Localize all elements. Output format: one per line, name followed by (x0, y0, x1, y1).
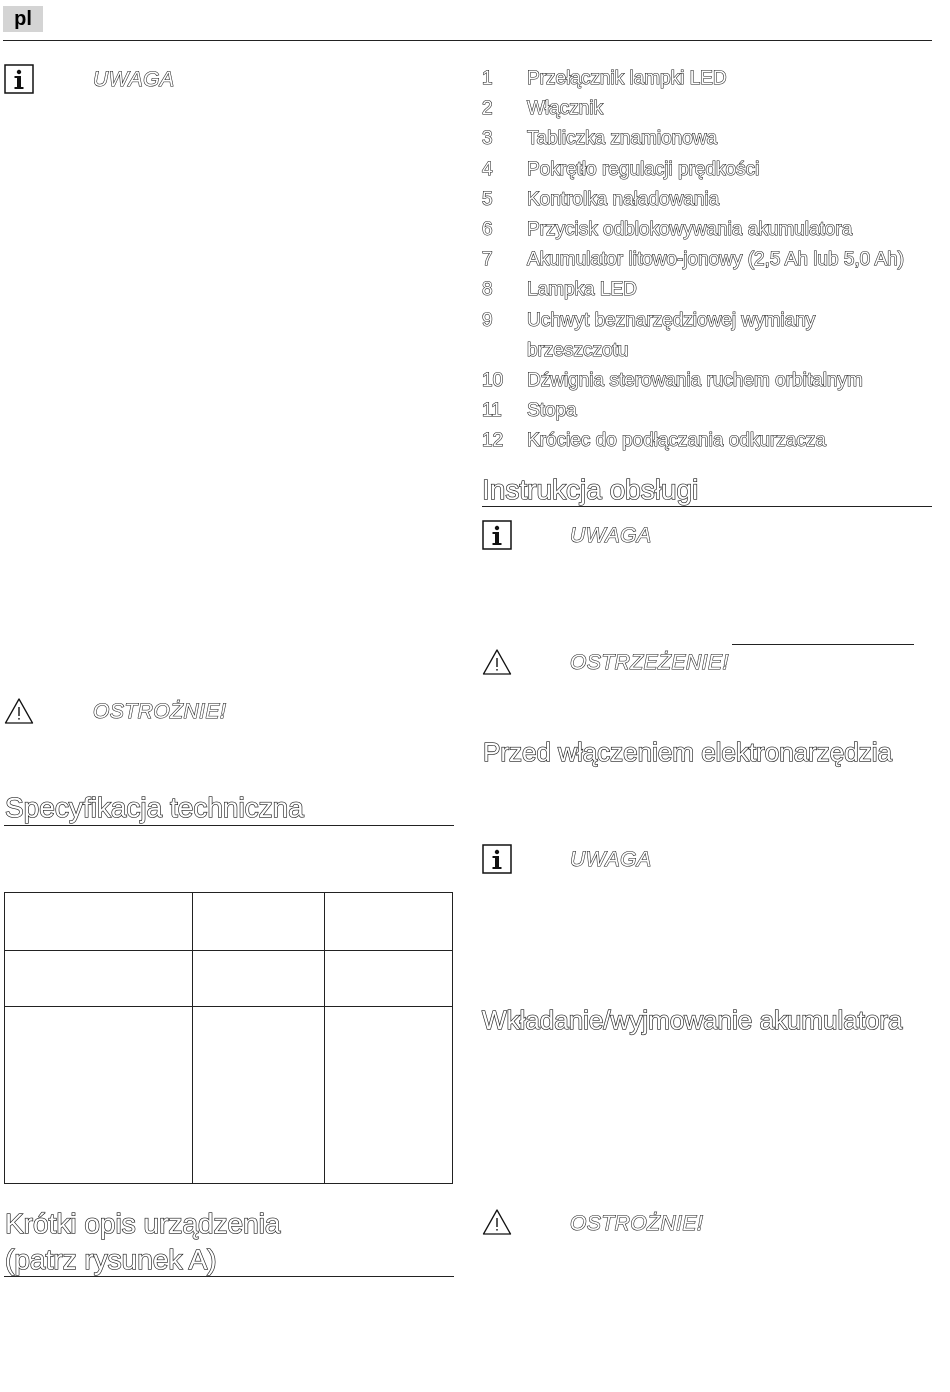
table-cell (193, 1007, 325, 1184)
heading-short-desc-line2: (patrz rysunek A) (5, 1244, 217, 1275)
list-item: 4 Pokrętło regulacji prędkości (482, 158, 760, 180)
info-icon (482, 520, 512, 550)
table-cell (193, 951, 325, 1007)
language-tag: pl (3, 6, 43, 32)
heading-spec-rule (4, 825, 454, 826)
list-item: 9 Uchwyt beznarzędziowej wymiany brzeszczotu (482, 309, 816, 361)
list-item: 2 Włącznik (482, 98, 604, 120)
table-cell (5, 1007, 193, 1184)
heading-instructions-rule (482, 506, 932, 507)
note-label-ostroznie: OSTROŻNIE! (93, 700, 227, 723)
heading-before-start: Przed włączeniem elektronarzędzia (483, 737, 892, 767)
note-label-ostroznie: OSTROŻNIE! (570, 1212, 704, 1235)
heading-spec: Specyfikacja techniczna (5, 792, 304, 823)
table-cell (325, 893, 453, 951)
info-icon (482, 844, 512, 874)
heading-short-desc-rule (4, 1276, 454, 1277)
list-item: 3 Tabliczka znamionowa (482, 128, 718, 150)
list-item: 5 Kontrolka naładowania (482, 188, 720, 210)
warning-triangle-icon (4, 697, 34, 725)
heading-short-desc-line1: Krótki opis urządzenia (5, 1208, 281, 1239)
note-label-uwaga: UWAGA (570, 848, 652, 871)
table-cell (5, 893, 193, 951)
heading-instructions: Instrukcja obsługi (482, 474, 699, 505)
list-item: 1 Przełącznik lampki LED (482, 68, 727, 89)
table-cell (5, 951, 193, 1007)
heading-battery: Wkładanie/wyjmowanie akumulatora (482, 1005, 903, 1035)
note-label-ostrzezenie: OSTRZEŻENIE! (570, 651, 729, 674)
note-label-uwaga: UWAGA (570, 524, 652, 547)
list-item: 12 Króciec do podłączania odkurzacza (482, 430, 826, 452)
table-cell (193, 893, 325, 951)
note-label-uwaga: UWAGA (93, 68, 175, 91)
divider (732, 644, 914, 645)
parts-list (482, 64, 937, 457)
list-item: 10 Dźwignia sterowania ruchem orbitalnym (482, 370, 863, 392)
list-item: 8 Lampka LED (482, 279, 637, 301)
header-rule (3, 40, 932, 41)
table-cell (325, 951, 453, 1007)
spec-table (4, 892, 453, 1184)
list-item: 11 Stopa (482, 400, 577, 422)
list-item: 6 Przycisk odblokowywania akumulatora (482, 219, 853, 241)
warning-triangle-icon (482, 1208, 512, 1236)
info-icon (4, 64, 34, 94)
warning-triangle-icon (482, 648, 512, 676)
list-item: 7 Akumulator litowo-jonowy (2,5 Ah lub 5,0 Ah) (482, 249, 905, 271)
table-cell (325, 1007, 453, 1184)
